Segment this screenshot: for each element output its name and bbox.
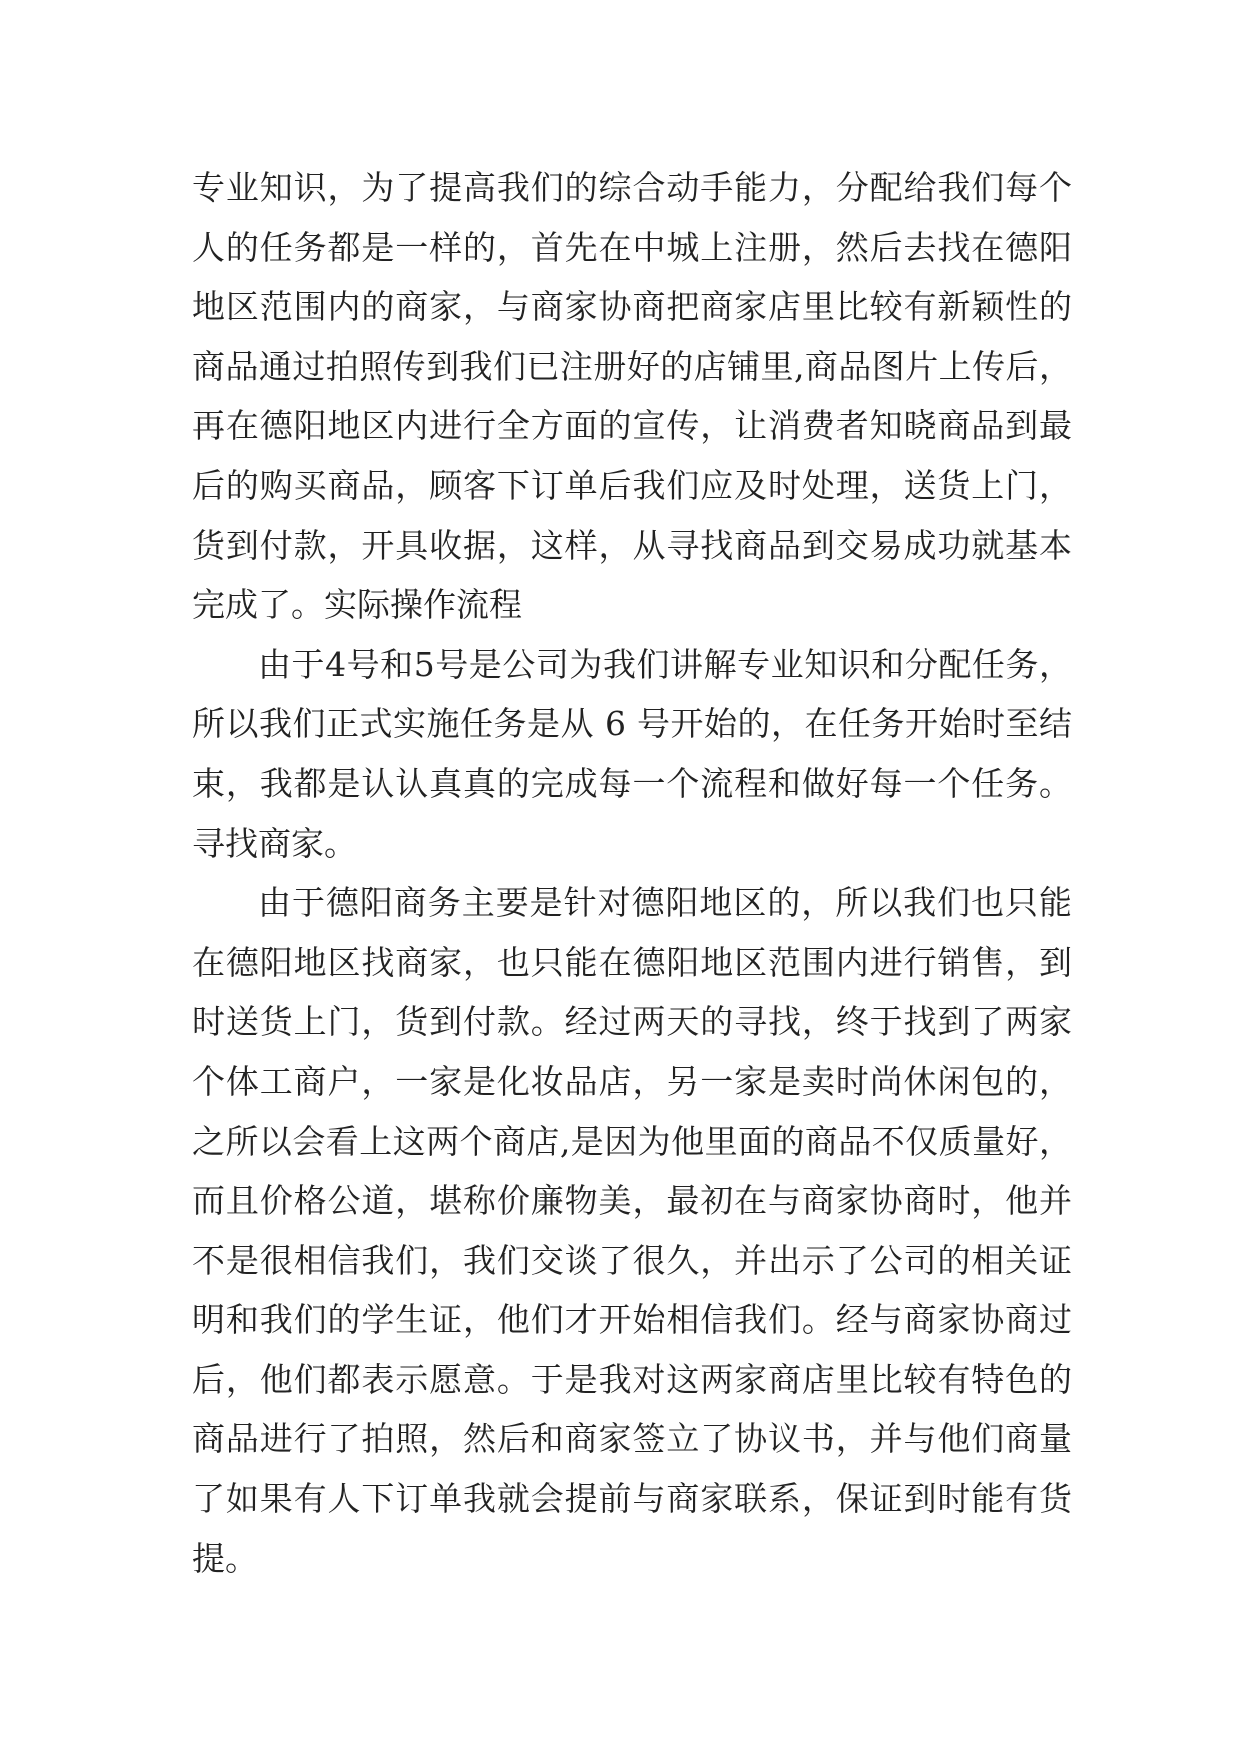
- text-line: 在德阳地区找商家，也只能在德阳地区范围内进行销售，到: [192, 942, 1072, 982]
- text-line: 束，我都是认认真真的完成每一个流程和做好每一个任务。: [192, 763, 1072, 803]
- text-line: 后，他们都表示愿意。于是我对这两家商店里比较有特色的: [192, 1359, 1072, 1399]
- text-line: 不是很相信我们，我们交谈了很久，并出示了公司的相关证: [192, 1240, 1072, 1280]
- text-line: 地区范围内的商家，与商家协商把商家店里比较有新颖性的: [192, 287, 1072, 327]
- text-line: 之所以会看上这两个商店,是因为他里面的商品不仅质量好，: [192, 1121, 1072, 1161]
- text-line: 货到付款，开具收据，这样，从寻找商品到交易成功就基本: [192, 525, 1072, 565]
- text-line: 个体工商户，一家是化妆品店，另一家是卖时尚休闲包的，: [192, 1061, 1072, 1101]
- text-line: 后的购买商品，顾客下订单后我们应及时处理，送货上门，: [192, 465, 1072, 505]
- text-line: 完成了。实际操作流程: [192, 585, 522, 625]
- text-line: 商品进行了拍照，然后和商家签立了协议书，并与他们商量: [192, 1419, 1072, 1459]
- text-line: 再在德阳地区内进行全方面的宣传，让消费者知晓商品到最: [192, 406, 1072, 446]
- text-line: 提。: [192, 1538, 258, 1578]
- text-line: 而且价格公道，堪称价廉物美，最初在与商家协商时，他并: [192, 1181, 1072, 1221]
- text-line: 人的任务都是一样的，首先在中城上注册，然后去找在德阳: [192, 227, 1072, 267]
- text-line: 寻找商家。: [192, 823, 357, 863]
- text-line: 明和我们的学生证，他们才开始相信我们。经与商家协商过: [192, 1300, 1072, 1340]
- body-text: [192, 158, 1072, 1588]
- text-line: 时送货上门，货到付款。经过两天的寻找，终于找到了两家: [192, 1002, 1072, 1042]
- paragraph-first-line: 由于4号和5号是公司为我们讲解专业知识和分配任务，: [258, 644, 1072, 684]
- text-line: 专业知识，为了提高我们的综合动手能力，分配给我们每个: [192, 168, 1072, 207]
- paragraph-first-line: 由于德阳商务主要是针对德阳地区的，所以我们也只能: [258, 883, 1072, 923]
- text-line: 所以我们正式实施任务是从 6 号开始的，在任务开始时至结: [192, 704, 1072, 744]
- text-line: 了如果有人下订单我就会提前与商家联系，保证到时能有货: [192, 1479, 1072, 1519]
- text-line: 商品通过拍照传到我们已注册好的店铺里,商品图片上传后，: [192, 346, 1072, 386]
